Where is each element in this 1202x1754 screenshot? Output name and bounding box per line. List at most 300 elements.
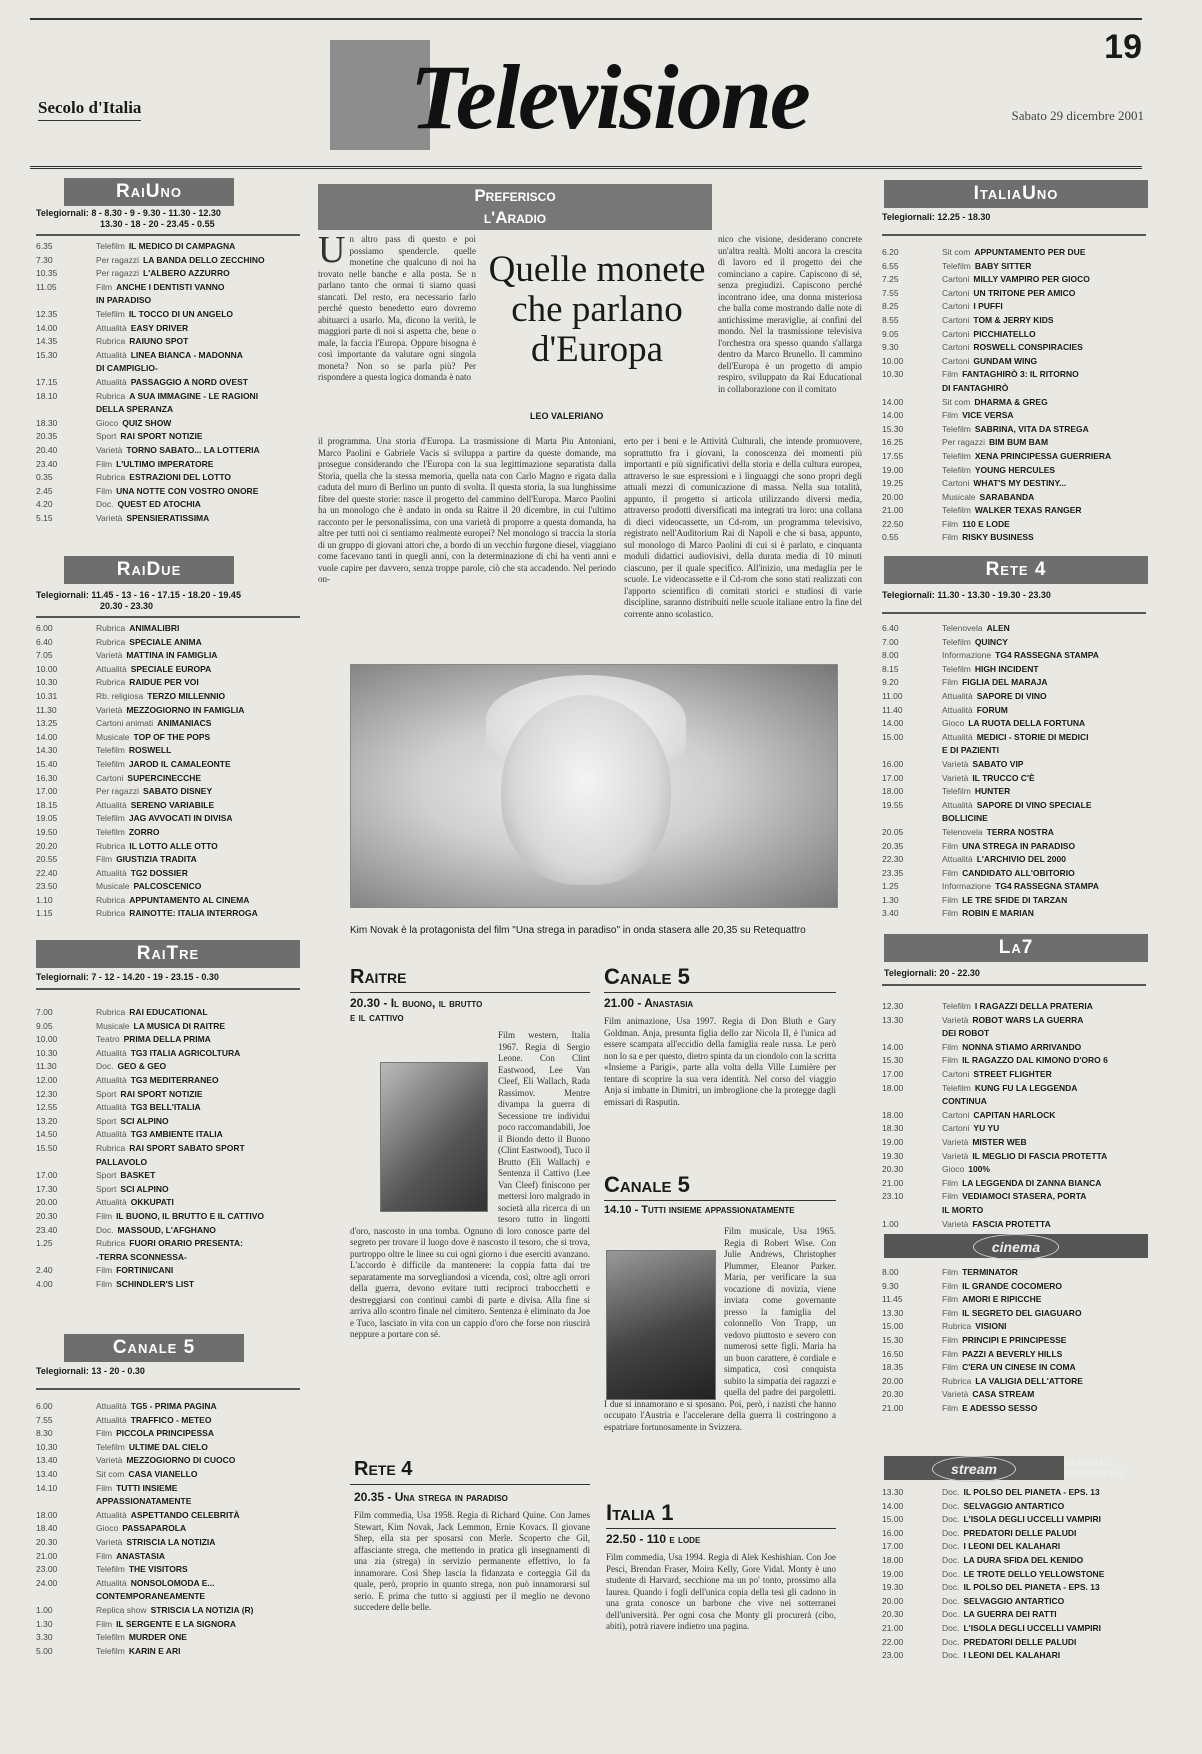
listing-time: 2.45 [36, 485, 53, 496]
listing-row [882, 341, 1146, 355]
listing-title: YOUNG HERCULES [974, 464, 1056, 475]
listing-row [882, 812, 1146, 826]
listing-time: 3.40 [882, 908, 899, 919]
listing-time: 19.00 [882, 1568, 904, 1579]
listing-genre: Doc. [942, 1582, 960, 1593]
listing-genre: Attualità [96, 1129, 127, 1140]
listing-time: 15.30 [882, 423, 904, 434]
listing-time: 1.30 [882, 894, 899, 905]
listing-row [36, 704, 300, 718]
listing-row [36, 731, 300, 745]
listing-row [36, 1509, 300, 1523]
italiauno-header: ItaliaUno [884, 180, 1148, 208]
listing-title: APPUNTAMENTO PER DUE [974, 247, 1086, 257]
listing-time: 20.20 [36, 840, 58, 851]
article-col-2: nico che visione, desiderano concrete un'altra realtà. Molti ancora la crescita di lavoro ed il progetto dei che cominciano a capire. Capiscono di sé, senza pregiudizi. Capiscono perché incontrano idee, una donna misteriosa che balla come mostrando dalle note di antichissime meraviglie, ai confini del mondo. Nel la trasmissione televisiva l'orchestra ora spesso quando s'allarga dentro da Marco Brunello. Il cammino dell'Europa è un progetto di ampio respiro, sviluppato da Rai Educational in collaborazione con il comitato [718, 234, 862, 394]
canale5-rule [36, 1388, 300, 1390]
article-col-1: Un altro pass di questo e poi possiamo spendercle. quelle monetine che qualcuno di noi ha trovato nelle banche e alla posta. Se n parlano tanto che ormai ti siamo quasi stancati. Del resto, era necessario farlo perché questo benedetto euro dovremo abituarci a usarlo. Ma, dicono la verità, le maggiori parte di noi si aspetta che, bene o male, la faccia l'Europa. Oppure bisogna è così importante da valutare ogni singola moneta? Non so se parla più? Per rispondere a questa logica domanda è nato [318, 234, 476, 382]
listing-row [882, 867, 1146, 881]
kim-novak-photo [350, 664, 838, 908]
listing-row [36, 880, 300, 894]
raitre-rule [36, 988, 300, 990]
listing-genre: Telefilm [96, 1632, 125, 1643]
review-canale5a-rule [604, 992, 836, 993]
listing-title: GIUSTIZIA TRADITA [116, 854, 197, 865]
listing-genre: Rubrica [96, 840, 126, 851]
listing-row [36, 254, 300, 268]
listing-row [36, 1115, 300, 1129]
listing-title: BIM BUM BAM [989, 437, 1049, 448]
listing-title: IN PARADISO [96, 295, 152, 306]
listing-time: 19.30 [882, 1582, 904, 1593]
listing-title: SPECIALE EUROPA [130, 663, 212, 674]
listing-time: 14.00 [882, 410, 904, 421]
listing-title: IL POLSO DEL PIANETA - EPS. 13 [963, 1487, 1100, 1497]
listing-title: GEO & GEO [117, 1061, 167, 1072]
listing-row [882, 1361, 1146, 1375]
listing-genre: Attualità [96, 322, 127, 333]
listing-time: 18.00 [882, 1082, 904, 1093]
listing-time: 14.50 [36, 1129, 58, 1140]
listing-row [36, 1577, 300, 1591]
listing-genre: Attualità [942, 799, 973, 810]
listing-row [36, 1142, 300, 1156]
listing-genre: Cartoni [942, 287, 970, 298]
listing-time: 20.35 [882, 840, 904, 851]
listing-time: 20.00 [36, 1197, 58, 1208]
listing-row [882, 300, 1146, 314]
listing-genre: Doc. [942, 1541, 960, 1552]
listing-genre: Film [942, 894, 959, 905]
listing-time: 22.00 [882, 1636, 904, 1647]
listing-title: I RAGAZZI DELLA PRATERIA [974, 1001, 1093, 1011]
listing-genre: Musicale [942, 491, 976, 502]
listing-row [882, 287, 1146, 301]
raiuno-rule [36, 234, 300, 236]
listing-genre: Film [942, 1307, 959, 1318]
article-kicker: Preferisco l'Aradio [318, 184, 712, 230]
la7-rule [882, 984, 1146, 986]
review-canale5b-channel: Canale 5 [604, 1172, 690, 1197]
listing-title: GUNDAM WING [973, 355, 1038, 366]
listing-time: 12.00 [36, 1074, 58, 1085]
listing-time: 2.40 [36, 1265, 53, 1276]
review-canale5a-channel: Canale 5 [604, 964, 690, 989]
listing-time: 1.10 [36, 894, 53, 905]
listing-title: BOLLICINE [942, 813, 988, 824]
listing-genre: Film [96, 458, 113, 469]
listing-row [882, 1540, 1146, 1554]
listing-time: 20.30 [36, 1536, 58, 1547]
listing-row [882, 382, 1146, 396]
listing-genre: Per ragazzi [96, 786, 139, 797]
listing-row [36, 376, 300, 390]
listing-genre: Film [942, 1294, 959, 1305]
listing-row [36, 1264, 300, 1278]
listing-row [36, 1631, 300, 1645]
listing-time: 15.00 [882, 731, 904, 742]
listing-title: L'ISOLA DEGLI UCCELLI VAMPIRI [963, 1622, 1102, 1633]
listing-row [36, 758, 300, 772]
listing-genre: Doc. [942, 1622, 960, 1633]
listing-time: 1.30 [36, 1618, 53, 1629]
masthead-rule [30, 166, 1142, 169]
listing-time: 6.55 [882, 260, 899, 271]
listing-title: SCI ALPINO [120, 1115, 169, 1126]
listing-title: TG4 RASSEGNA STAMPA [995, 881, 1099, 892]
listing-genre: Attualità [96, 867, 127, 878]
listing-genre: Doc. [942, 1636, 960, 1647]
listing-time: 13.40 [36, 1455, 58, 1466]
listing-row [882, 1190, 1146, 1204]
listing-genre: Doc. [96, 499, 114, 510]
listing-title: I LEONI DEL KALAHARI [963, 1541, 1061, 1552]
listing-title: TG4 RASSEGNA STAMPA [995, 650, 1099, 661]
listing-row [882, 907, 1146, 921]
listing-row [36, 772, 300, 786]
listing-row [882, 826, 1146, 840]
listing-time: 23.40 [36, 458, 58, 469]
listing-row [882, 1068, 1146, 1082]
listing-title: CANDIDATO ALL'OBITORIO [962, 867, 1075, 878]
listing-title: TOP OF THE POPS [133, 731, 211, 742]
article-title: Quelle monete che parlano d'Europa [488, 249, 706, 370]
listing-title: VICE VERSA [962, 410, 1014, 421]
listing-genre: Attualità [96, 1509, 127, 1520]
listing-time: 13.40 [36, 1468, 58, 1479]
listing-row [882, 436, 1146, 450]
listing-genre: Cartoni [942, 1109, 970, 1120]
listing-genre: Doc. [942, 1554, 960, 1565]
listing-time: 13.20 [36, 1115, 58, 1126]
listing-row [36, 281, 300, 295]
listing-title: IL LOTTO ALLE OTTO [129, 840, 218, 851]
listing-genre: Telefilm [942, 636, 971, 647]
listing-genre: Gioco [96, 417, 119, 428]
listing-row [882, 1150, 1146, 1164]
listing-genre: Gioco [942, 718, 965, 729]
raitre-list [36, 1006, 300, 1291]
listing-genre: Film [942, 369, 959, 380]
listing-time: 8.15 [882, 663, 899, 674]
top-rule [30, 18, 1142, 20]
listing-row [882, 758, 1146, 772]
listing-row [36, 1495, 300, 1509]
listing-title: KUNG FU LA LEGGENDA [974, 1082, 1078, 1093]
listing-time: 20.35 [36, 431, 58, 442]
listing-row [36, 335, 300, 349]
listing-genre: Musicale [96, 1020, 130, 1031]
listing-time: 6.40 [882, 623, 899, 633]
listing-genre: Informazione [942, 881, 992, 892]
la7-tg: Telegiornali: 20 - 22.30 [884, 968, 980, 978]
listing-row [882, 396, 1146, 410]
listing-time: 19.55 [882, 799, 904, 810]
listing-row [882, 1513, 1146, 1527]
listing-time: 23.10 [882, 1191, 904, 1202]
listing-row [36, 1060, 300, 1074]
listing-row [882, 880, 1146, 894]
section-title: Televisione [410, 46, 809, 148]
listing-genre: Sit com [96, 1468, 125, 1479]
listing-row [882, 1014, 1146, 1028]
listing-genre: Cartoni [942, 342, 970, 353]
listing-time: 10.00 [36, 1034, 58, 1045]
listing-time: 21.00 [882, 1177, 904, 1188]
listing-time: 15.40 [36, 758, 58, 769]
listing-row [36, 676, 300, 690]
listing-title: DHARMA & GREG [974, 396, 1048, 407]
listing-row [882, 840, 1146, 854]
listing-title: SELVAGGIO ANTARTICO [963, 1595, 1065, 1606]
natgeo-logo: NATIONAL GEOGRAPHIC [1064, 1458, 1126, 1479]
listing-genre: Film [942, 532, 959, 543]
listing-row [36, 826, 300, 840]
listing-genre: Film [96, 854, 113, 865]
listing-row [36, 867, 300, 881]
listing-title: SABATO VIP [972, 758, 1024, 769]
listing-genre: Film [942, 1055, 959, 1066]
listing-title: PALLAVOLO [96, 1156, 148, 1167]
listing-genre: Sport [96, 1088, 117, 1099]
listing-time: 1.15 [36, 908, 53, 919]
listing-row [882, 1204, 1146, 1218]
listing-genre: Musicale [96, 731, 130, 742]
raidue-rule [36, 616, 300, 618]
listing-row [882, 1500, 1146, 1514]
article-body-right: erto per i beni e le Attività Culturali, che intende promuovere, soprattutto fra i giovani, la conoscenza dei momenti più importanti e più significativi della storia e della cultura europea, attraverso le sue espressioni e i linguaggi che sono propri degli attuali mezzi di comunicazione di massa. Nella sua totalità, appunto, il progetto si articola utilizzando diversi media, attraverso prodotti diversificati ma integrati tra loro: una collana di dieci videocassette, un Cd-rom, un programma televisivo, registrato nell'Auditorium Rai di Napoli e che si basa, appunto, sul monologo di Marco Paolini di cui si è parlato, e cinquanta moduli didattici audiovisivi, della durata media di 10 minuti ciascuno, per il quale specifico. All'inizio, una medaglia per le scuole. Le videocassette e il Cd-rom che sono stati realizzati con l'apporto scientifico di comitati storici e studiosi di varie discipline, saranno distribuiti nelle scuole italiane entro la fine del corrente anno scolastico. [624, 436, 862, 619]
listing-title: ESTRAZIONI DEL LOTTO [129, 472, 231, 483]
listing-row [36, 444, 300, 458]
listing-row [36, 894, 300, 908]
listing-time: 8.25 [882, 301, 899, 312]
listing-title: UNA STREGA IN PARADISO [962, 840, 1076, 851]
listing-genre: Telefilm [96, 1441, 125, 1452]
listing-row [882, 636, 1146, 650]
listing-time: 17.00 [882, 772, 904, 783]
listing-title: LA MUSICA DI RAITRE [133, 1020, 225, 1031]
listing-row [882, 477, 1146, 491]
listing-row [882, 1486, 1146, 1500]
listing-genre: Attualità [942, 731, 973, 742]
listing-time: 15.30 [882, 1334, 904, 1345]
listing-time: 24.00 [36, 1577, 58, 1588]
listing-time: 12.30 [882, 1001, 904, 1011]
listing-time: 15.00 [882, 1514, 904, 1525]
listing-row [882, 423, 1146, 437]
raitre-tg: Telegiornali: 7 - 12 - 14.20 - 19 - 23.15 - 0.30 [36, 972, 219, 982]
listing-title: CONTEMPORANEAMENTE [96, 1591, 206, 1602]
listing-genre: Telefilm [96, 745, 125, 756]
listing-genre: Sport [96, 1170, 117, 1181]
listing-genre: Film [96, 1210, 113, 1221]
listing-title: IL MEDICO DI CAMPAGNA [128, 241, 236, 251]
listing-row [36, 390, 300, 404]
listing-row [882, 1622, 1146, 1636]
listing-row [882, 504, 1146, 518]
listing-genre: Film [942, 677, 959, 688]
listing-row [882, 273, 1146, 287]
listing-title: TORNO SABATO... LA LOTTERIA [126, 444, 260, 455]
listing-genre: Telefilm [942, 663, 971, 674]
listing-time: 22.50 [882, 518, 904, 529]
paper-name: Secolo d'Italia [38, 98, 141, 121]
listing-time: 21.00 [882, 1622, 904, 1633]
listing-genre: Doc. [942, 1595, 960, 1606]
listing-title: MEDICI - STORIE DI MEDICI [976, 731, 1089, 742]
listing-row [882, 704, 1146, 718]
listing-title: IL POLSO DEL PIANETA - EPS. 13 [963, 1582, 1100, 1593]
listing-time: 23.00 [36, 1564, 58, 1575]
listing-title: FIGLIA DEL MARAJA [962, 677, 1048, 688]
listing-genre: Rubrica [96, 1142, 126, 1153]
listing-title: DI CAMPIGLIO- [96, 363, 158, 374]
listing-row [36, 622, 300, 636]
listing-row [882, 368, 1146, 382]
listing-title: I PUFFI [973, 301, 1003, 312]
listing-row [882, 1122, 1146, 1136]
raiuno-list [36, 240, 300, 525]
listing-time: 20.30 [882, 1389, 904, 1400]
listing-time: 8.00 [882, 650, 899, 661]
photo-caption: Kim Novak è la protagonista del film "Una strega in paradiso" in onda stasera alle 20,35 su Retequattro [350, 925, 806, 936]
listing-time: 6.00 [36, 1401, 53, 1411]
listing-genre: Rubrica [96, 336, 126, 347]
listing-row [36, 1224, 300, 1238]
listing-genre: Rubrica [96, 472, 126, 483]
natgeo-list [882, 1486, 1146, 1663]
listing-title: SERENO VARIABILE [130, 799, 215, 810]
listing-title: ANIMALIBRI [129, 623, 180, 633]
listing-row [882, 1163, 1146, 1177]
listing-time: 20.30 [36, 1210, 58, 1221]
rete4-tg: Telegiornali: 11.30 - 13.30 - 19.30 - 23.30 [882, 590, 1051, 600]
listing-genre: Cartoni [942, 1068, 970, 1079]
listing-time: 12.30 [36, 1088, 58, 1099]
listing-title: SPENSIERATISSIMA [126, 512, 210, 523]
listing-row [36, 1536, 300, 1550]
listing-time: 7.30 [36, 254, 53, 265]
listing-row [882, 799, 1146, 813]
listing-genre: Film [942, 1177, 959, 1188]
listing-time: 13.30 [882, 1487, 904, 1497]
listing-genre: Film [942, 1280, 959, 1291]
listing-row [882, 744, 1146, 758]
cinema-list [882, 1266, 1146, 1416]
listing-title: JAG AVVOCATI IN DIVISA [128, 813, 233, 824]
listing-time: 3.30 [36, 1632, 53, 1643]
listing-time: 19.05 [36, 813, 58, 824]
listing-row [882, 1266, 1146, 1280]
listing-title: TOM & JERRY KIDS [973, 314, 1054, 325]
listing-genre: Varietà [942, 1014, 969, 1025]
listing-genre: Attualità [96, 349, 127, 360]
listing-genre: Rb. religiosa [96, 690, 144, 701]
listing-row [882, 1082, 1146, 1096]
listing-title: A SUA IMMAGINE - LE RAGIONI [129, 390, 259, 401]
listing-row [36, 744, 300, 758]
listing-time: 7.55 [36, 1414, 53, 1425]
listing-genre: Attualità [96, 1577, 127, 1588]
listing-time: 23.35 [882, 867, 904, 878]
listing-row [36, 308, 300, 322]
listing-row [882, 785, 1146, 799]
listing-title: FORTINI/CANI [116, 1265, 174, 1276]
raidue-list [36, 622, 300, 921]
listing-genre: Informazione [942, 650, 992, 661]
listing-title: DI FANTAGHIRÒ [942, 382, 1009, 393]
listing-genre: Musicale [96, 881, 130, 892]
listing-genre: Rubrica [96, 1238, 126, 1249]
listing-genre: Varietà [942, 1389, 969, 1400]
listing-genre: Film [96, 1550, 113, 1561]
listing-title: LA RUOTA DELLA FORTUNA [968, 718, 1086, 729]
listing-time: 13.30 [882, 1307, 904, 1318]
listing-title: CONTINUA [942, 1096, 987, 1107]
listing-genre: Telefilm [96, 241, 125, 251]
stream-logo: stream [884, 1456, 1064, 1480]
listing-title: UNA NOTTE CON VOSTRO ONORE [116, 485, 259, 496]
listing-title: ANASTASIA [116, 1550, 166, 1561]
listing-genre: Teatro [96, 1034, 120, 1045]
listing-title: E ADESSO SESSO [962, 1402, 1038, 1413]
listing-title: ROBOT WARS LA GUERRA [972, 1014, 1084, 1025]
listing-time: 17.00 [36, 1170, 58, 1181]
listing-genre: Attualità [96, 1102, 127, 1113]
la7-list [882, 1000, 1146, 1231]
listing-time: 9.05 [882, 328, 899, 339]
listing-genre: Film [96, 1428, 113, 1439]
listing-row [36, 1128, 300, 1142]
listing-time: 18.00 [882, 1554, 904, 1565]
listing-row [36, 349, 300, 363]
listing-title: STRISCIA LA NOTIZIA [126, 1536, 216, 1547]
listing-time: 15.50 [36, 1142, 58, 1153]
listing-row [882, 328, 1146, 342]
listing-genre: Sit com [942, 396, 971, 407]
listing-title: RAIUNO SPOT [129, 336, 189, 347]
listing-genre: Telenovela [942, 623, 983, 633]
raiuno-tg: Telegiornali: 8 - 8.30 - 9 - 9.30 - 11.30 - 12.30 13.30 - 18 - 20 - 23.45 - 0.55 [36, 208, 221, 229]
listing-title: RAI SPORT NOTIZIE [120, 1088, 203, 1099]
article-body-left: il programma. Una storia d'Europa. La trasmissione di Marta Piu Antoniani, Marco Paolini e Gabriele Vacis si sviluppa a partire da queste domande, ma prosegue considerando che l'Europa con la sua legittimazione separatista dalla Storia, quella che la stessa memoria, quella nata con Carlo Magno e rigata dalla caduta del muro di Berlino un punto di svolta. Il questa storia, la sua lunghissime fibre del queste storie: nasce il progetto del cammino dell'Europa. Marco Paolini ha un monologo che è andato in onda su Raitre il 20 dicembre, in cui l'ultimo racconto per le personalissima, con una varietà di proporre a questa domanda, ha altre per tutti noi ci sentiamo realmente europei? Nel monologo si traccia la storia di un gruppo di giovani attori che, a bordo di un vecchio furgone diesel, viaggiano come facevano tanti in quegli anni, con la determinazione di chi ha venti anni e vuole capire per davvero, senza troppe parole, ciò che sta accadendo. Nel periodo on- [318, 436, 616, 584]
listing-time: 6.20 [882, 247, 899, 257]
listing-title: UN TRITONE PER AMICO [973, 287, 1076, 298]
listing-row [882, 260, 1146, 274]
listing-genre: Cartoni [942, 314, 970, 325]
listing-title: VISIONI [975, 1321, 1007, 1332]
listing-genre: Attualità [942, 704, 973, 715]
listing-title: RAI SPORT NOTIZIE [120, 431, 203, 442]
listing-row [882, 1527, 1146, 1541]
listing-row [882, 622, 1146, 636]
photo-face [501, 695, 671, 885]
raidue-header: RaiDue [64, 556, 234, 584]
listing-genre: Varietà [96, 704, 123, 715]
listing-title: STREET FLIGHTER [973, 1068, 1052, 1079]
listing-title: MILLY VAMPIRO PER GIOCO [973, 274, 1090, 285]
listing-time: 11.40 [882, 704, 903, 715]
listing-time: 7.05 [36, 650, 53, 661]
listing-time: 18.15 [36, 799, 58, 810]
listing-title: ASPETTANDO CELEBRITÀ [130, 1509, 240, 1520]
listing-genre: Film [942, 410, 959, 421]
listing-row [36, 1482, 300, 1496]
listing-genre: Varietà [96, 444, 123, 455]
listing-row [36, 649, 300, 663]
listing-title: RAI EDUCATIONAL [129, 1007, 208, 1017]
listing-row [882, 1402, 1146, 1416]
